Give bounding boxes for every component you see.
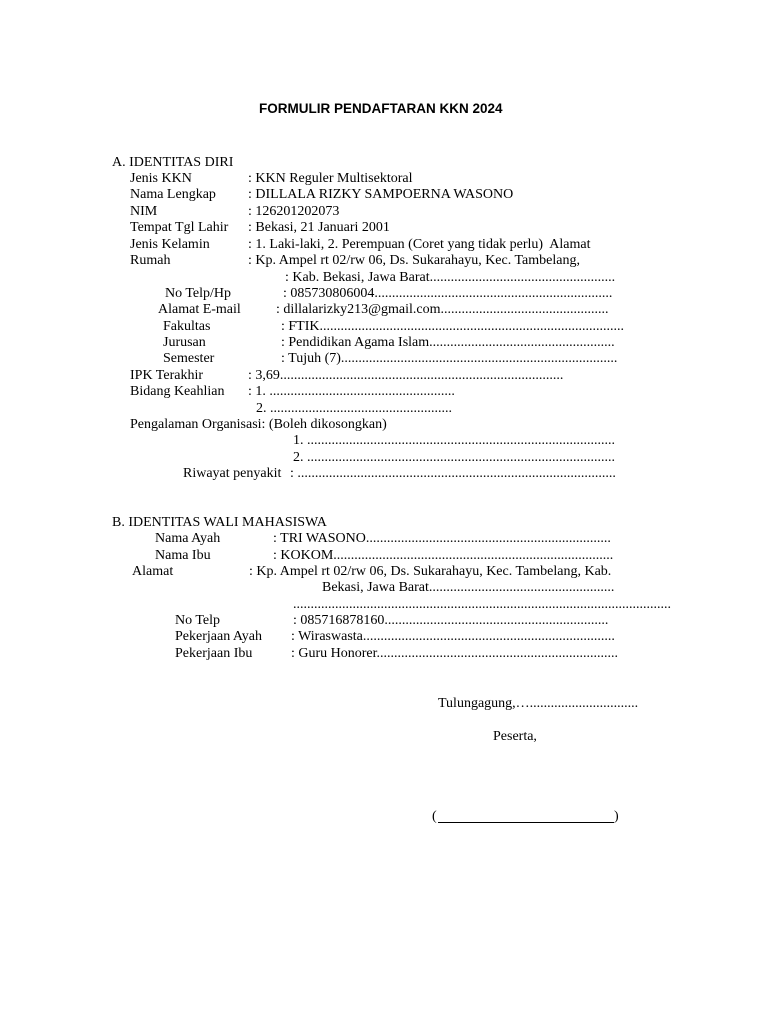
semester-label: Semester — [163, 351, 215, 366]
nama-label: Nama Lengkap — [130, 187, 216, 202]
rumah-value-line2: : Kab. Bekasi, Jawa Barat..................................................... — [285, 270, 616, 285]
ttl-value: : Bekasi, 21 Januari 2001 — [248, 220, 390, 235]
telp-label: No Telp/Hp — [165, 286, 232, 301]
jenis-kelamin-label: Jenis Kelamin — [130, 237, 210, 252]
rumah-label: Rumah — [130, 253, 171, 268]
ttl-label: Tempat Tgl Lahir — [130, 220, 229, 235]
penyakit-label: Riwayat penyakit — [183, 466, 282, 481]
ibu-label: Nama Ibu — [155, 548, 211, 563]
wali-alamat-label: Alamat — [132, 564, 174, 579]
signature-open-paren: ( — [432, 809, 437, 824]
jenis-kelamin-value: : 1. Laki-laki, 2. Perempuan (Coret yang tidak perlu) Alamat — [248, 237, 591, 252]
jurusan-label: Jurusan — [163, 335, 206, 350]
fakultas-value: : FTIK....................................................................................... — [281, 319, 624, 334]
pekerjaan-ibu-value: : Guru Honorer..................................................................... — [291, 646, 619, 661]
organisasi-item-1: 1. ........................................................................................ — [293, 433, 615, 448]
organisasi-label: Pengalaman Organisasi: (Boleh dikosongkan) — [130, 417, 387, 432]
ipk-value: : 3,69................................................................................. — [248, 368, 564, 383]
fakultas-label: Fakultas — [163, 319, 211, 334]
keahlian-value-2: 2. .................................................... — [256, 401, 452, 416]
penyakit-value: : ........................................................................................... — [290, 466, 616, 481]
ayah-label: Nama Ayah — [155, 531, 221, 546]
rumah-value: : Kp. Ampel rt 02/rw 06, Ds. Sukarahayu, Kec. Tambelang, — [248, 253, 580, 268]
ayah-value: : TRI WASONO...................................................................... — [273, 531, 611, 546]
wali-alamat-value-line2: Bekasi, Jawa Barat..................................................... — [322, 580, 615, 595]
email-value: : dillalarizky213@gmail.com................................................ — [276, 302, 609, 317]
form-title: FORMULIR PENDAFTARAN KKN 2024 — [259, 101, 503, 116]
ibu-value: : KOKOM................................................................................ — [273, 548, 614, 563]
place-date: Tulungagung,…............................... — [438, 696, 639, 711]
semester-value: : Tujuh (7)............................................................................... — [281, 351, 618, 366]
section-b-heading: B. IDENTITAS WALI MAHASISWA — [112, 515, 327, 530]
jurusan-value: : Pendidikan Agama Islam..................................................... — [281, 335, 615, 350]
pekerjaan-ayah-label: Pekerjaan Ayah — [175, 629, 262, 644]
wali-alamat-value: : Kp. Ampel rt 02/rw 06, Ds. Sukarahayu, Kec. Tambelang, Kab. — [249, 564, 612, 579]
nim-value: : 126201202073 — [248, 204, 340, 219]
pekerjaan-ibu-label: Pekerjaan Ibu — [175, 646, 253, 661]
keahlian-label: Bidang Keahlian — [130, 384, 225, 399]
signature-close-paren: ) — [614, 809, 619, 824]
nim-label: NIM — [130, 204, 158, 219]
peserta-label: Peserta, — [493, 729, 537, 744]
jenis-kkn-value: : KKN Reguler Multisektoral — [248, 171, 413, 186]
nama-value: : DILLALA RIZKY SAMPOERNA WASONO — [248, 187, 514, 202]
pekerjaan-ayah-value: : Wiraswasta........................................................................ — [291, 629, 615, 644]
jenis-kkn-label: Jenis KKN — [130, 171, 192, 186]
wali-telp-value: : 085716878160................................................................ — [293, 613, 609, 628]
ipk-label: IPK Terakhir — [130, 368, 204, 383]
signature-line — [438, 822, 614, 823]
wali-alamat-value-line3: ............................................................................................................ — [293, 597, 671, 612]
keahlian-value-1: : 1. ..................................................... — [248, 384, 455, 399]
email-label: Alamat E-mail — [158, 302, 241, 317]
wali-telp-label: No Telp — [175, 613, 221, 628]
section-a-heading: A. IDENTITAS DIRI — [112, 155, 234, 170]
telp-value: : 085730806004.................................................................... — [283, 286, 613, 301]
organisasi-item-2: 2. ........................................................................................ — [293, 450, 615, 465]
